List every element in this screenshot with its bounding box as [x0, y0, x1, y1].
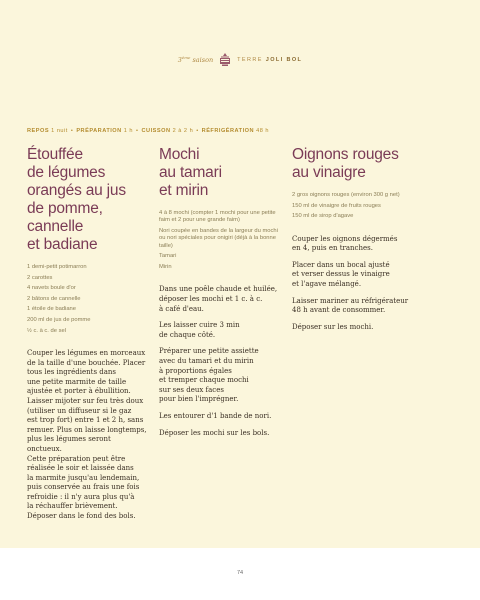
- recipe-title-line: de pomme,: [27, 200, 103, 217]
- ingredient-list: [292, 192, 422, 221]
- instruction-line: à proportions égales: [159, 366, 232, 375]
- instruction-list: [292, 235, 422, 333]
- instruction-list: [27, 349, 147, 522]
- instruction-paragraph: [159, 412, 279, 422]
- ingredient-item: 2 carottes: [27, 274, 53, 281]
- instruction-line: la marmite jusqu'au lendemain,: [27, 473, 140, 482]
- instruction-line: sur ses deux faces: [159, 385, 224, 394]
- ingredient-item: 4 navets boule d'or: [27, 285, 76, 292]
- instruction-line: pour bien l'imprégner.: [159, 395, 239, 404]
- ingredient-item: 2 gros oignons rouges (environ 300 g net): [292, 192, 400, 198]
- instruction-line: Les entourer d'1 bande de nori.: [159, 411, 272, 420]
- instruction-line: et tremper chaque mochi: [159, 376, 249, 385]
- ingredient-item: Nori coupée en bandes de la largeur du mochi ou nori spéciales pour onigiri (déjà à la bonne taille): [159, 228, 278, 249]
- instruction-line: avec du tamari et du mirin: [159, 356, 254, 365]
- ingredient-item: ½ c. à c. de sel: [27, 327, 66, 334]
- ingredient-item: 150 ml de sirop d'agave: [292, 213, 354, 220]
- instruction-line: est trop fort) entre 1 et 2 h, sans: [27, 416, 144, 425]
- recipe-title-line: cannelle: [27, 218, 84, 235]
- instruction-paragraph: [159, 321, 279, 340]
- recipe-title-line: et mirin: [159, 182, 209, 199]
- instruction-line: ajustée et porter à ébullition.: [27, 387, 131, 396]
- recipe-column-oignons: [292, 146, 422, 339]
- ingredient-item: Tamari: [159, 253, 177, 260]
- instruction-line: de chaque côté.: [159, 330, 216, 339]
- brand-name: TERRE JOLI BOL: [237, 57, 303, 63]
- recipe-timing-bar: REPOS 1 nuit • PRÉPARATION 1 h • CUISSON 2 à 2 h • RÉFRIGÉRATION 48 h: [27, 128, 269, 134]
- ingredient-list: [159, 210, 279, 271]
- page-header: [0, 52, 480, 68]
- recipe-title-line: au vinaigre: [292, 164, 366, 181]
- ingredient-item: 4 à 8 mochi (compter 1 mochi pour une petite faim et 2 pour une grande faim): [159, 210, 276, 224]
- instruction-line: Couper les légumes en morceaux: [27, 348, 146, 357]
- recipe-title-line: Mochi: [159, 146, 200, 163]
- instruction-line: Laisser mariner au réfrigérateur: [292, 296, 409, 305]
- instruction-line: une petite marmite de taille: [27, 377, 127, 386]
- recipe-title: [292, 146, 422, 182]
- instruction-paragraph: [292, 323, 422, 333]
- instruction-line: Déposer dans le fond des bols.: [27, 512, 136, 521]
- ingredient-item: 200 ml de jus de pomme: [27, 316, 91, 323]
- saison-label: 3ème saison: [177, 55, 214, 65]
- instruction-paragraph: [159, 347, 279, 405]
- instruction-paragraph: [292, 297, 422, 316]
- ingredient-item: 1 étoile de badiane: [27, 306, 76, 313]
- recipe-title-line: Oignons rouges: [292, 146, 399, 163]
- instruction-line: Dans une poêle chaude et huilée,: [159, 285, 278, 294]
- instruction-line: 48 h avant de consommer.: [292, 306, 386, 315]
- ingredient-item: Mirin: [159, 264, 172, 270]
- page-number: 74: [236, 570, 244, 576]
- instruction-line: Préparer une petite assiette: [159, 347, 259, 356]
- instruction-paragraph: [159, 429, 279, 439]
- recipe-title-line: Étouffée: [27, 146, 83, 163]
- instruction-line: Placer dans un bocal ajusté: [292, 260, 390, 269]
- instruction-paragraph: [292, 261, 422, 290]
- instruction-line: Déposer sur les mochi.: [292, 322, 374, 331]
- instruction-line: à café d'eau.: [159, 304, 204, 313]
- recipe-title-line: au tamari: [159, 164, 222, 181]
- instruction-line: (utiliser un diffuseur si le gaz: [27, 406, 132, 415]
- instruction-line: remuer. Plus on laisse longtemps,: [27, 425, 147, 434]
- instruction-line: puis conservée au frais une fois: [27, 483, 140, 492]
- recipe-title: [159, 146, 279, 200]
- instruction-list: [159, 285, 279, 438]
- bowl-logo-icon: [219, 52, 231, 68]
- recipe-title: [27, 146, 147, 254]
- instruction-line: Laisser mijoter sur feu très doux: [27, 396, 144, 405]
- instruction-line: tous les ingrédients dans: [27, 368, 117, 377]
- recipe-column-mochi: [159, 146, 279, 445]
- instruction-line: et verser dessus le vinaigre: [292, 270, 390, 279]
- ingredient-item: 2 bâtons de cannelle: [27, 295, 81, 302]
- instruction-paragraph: [27, 349, 147, 522]
- instruction-line: Déposer les mochi sur les bols.: [159, 428, 270, 437]
- instruction-line: et l'agave mélangé.: [292, 279, 362, 288]
- instruction-paragraph: [292, 235, 422, 254]
- instruction-line: la réchauffer brièvement.: [27, 502, 118, 511]
- recipe-title-line: et badiane: [27, 236, 98, 253]
- instruction-line: réalisée le soir et laissée dans: [27, 464, 134, 473]
- instruction-line: refroidie : il n'y aura plus qu'à: [27, 492, 135, 501]
- instruction-line: plus les légumes seront onctueux.: [27, 435, 111, 453]
- instruction-line: de la taille d'une bouchée. Placer: [27, 358, 146, 367]
- recipe-title-line: orangés au jus: [27, 182, 126, 199]
- instruction-paragraph: [159, 285, 279, 314]
- recipe-column-etouffee: [27, 146, 147, 529]
- instruction-line: Cette préparation peut être: [27, 454, 126, 463]
- instruction-line: déposer les mochi et 1 c. à c.: [159, 295, 263, 303]
- instruction-line: Les laisser cuire 3 min: [159, 321, 240, 330]
- instruction-line: Couper les oignons dégermés: [292, 234, 398, 243]
- ingredient-item: 1 demi-petit potimarron: [27, 264, 87, 270]
- ingredient-item: 150 ml de vinaigre de fruits rouges: [292, 202, 381, 209]
- instruction-line: en 4, puis en tranches.: [292, 244, 373, 253]
- recipe-title-line: de légumes: [27, 164, 106, 181]
- ingredient-list: [27, 264, 147, 335]
